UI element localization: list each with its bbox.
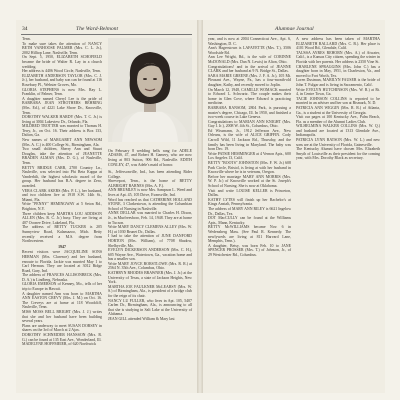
journal-paragraph: A daughter named Ann was born to MARTHA ANN EASTON CREVY (Mrs. J. M.) on Oct. 16. The Creveys are at home at 118 Woodcliff, Nashville, Tenn. — [22, 291, 102, 310]
journal-paragraph: A new address has been taken of MARTHA ELIZABETH BALLARD (Mrs. C. B.). Her place is 4101 Wood Rd., Glendale, Calif. — [296, 37, 380, 51]
journal-paragraph: Write "PENNY" HEMINGWAY at 5 Seton Rd., Brighton, N.Y. — [22, 202, 102, 211]
journal-paragraph: JEAN GILL attended William & Mary last — [108, 317, 175, 321]
journal-paragraph: TAUSSA AYRES REHORN (Mrs. A.) of Atwater, Calif., is a Kansas City citizen, spending the winter in Florida with her parents. Her address is 2350 Vine St. — [296, 50, 380, 64]
left-column-a-paragraphs — [22, 37, 102, 244]
journal-paragraph: Tenn. — [22, 37, 31, 41]
journal-paragraph: ANN BRUMLEY is now Mrs. Sampson L. Weed and lives at Apt. 45, 105 Drive, Evansville, Ind. — [108, 188, 192, 197]
right-column-a — [208, 37, 291, 387]
journal-paragraph: Ann's Hagerstown is LAFAYETTE (Mrs. T.), 3506 Woodside Rd. — [208, 46, 291, 55]
journal-paragraph: A daughter named Cheryl Lee is the pride of BARBARA JEAN STROTHERS BEHRING (Mrs. Ed.), of 4221 Lake Shore Dr., Knoxville, Tenn. — [22, 96, 102, 115]
journal-paragraph: The address of BETTY TUCKER is 205 Sunnyview Road, Kalamazoo, Mich. Betty recently received a M.S. degree from Northwestern. — [22, 225, 102, 244]
journal-paragraph: year, and is now at 2004 Connecticut Ave., Apt. 6, Washington, D. C. — [208, 37, 291, 46]
journal-paragraph: DOROTHY SCHNEIDER HANSSON (Mrs. R. G.) can be found at 135 East Ave., Wonderland, Ill. — [22, 333, 102, 342]
journal-paragraph: On Sept. 5, 1950, ELIZABETH SCHOFIELD became the bride of Walter R. Lay in a church wedding. — [22, 55, 102, 69]
journal-paragraph: Write EVELYN HUTCHINSON (Mrs. W. R.) at Rt. 4, in Centre Town, Ga. — [296, 87, 380, 97]
journal-paragraph: Before her marriage MARY ANN MORRIS (Mrs. W. P. Jr.) of Knoxville worked at the St. Joseph's School of Nursing. She is now at Oklahoma. — [208, 174, 291, 188]
portrait-image — [108, 38, 192, 142]
journal-paragraph: I had to take the attention of JUNE DANFORD HORTON (Mrs. William), of 7708 Shadow, Shelbyville, Mo. — [108, 234, 192, 248]
header-rule — [208, 34, 380, 35]
journal-paragraph: Congratulations to MARIAN ANN KNIGHT (Mrs. Guy I. Jr.), 2008 W. 4th St., Columbus, Ohio. — [208, 119, 291, 129]
journal-paragraph: ELIZABETH ANDERSON TAYLOR (Mrs. C. J. Jr.), her husband, and baby son can be found at 116 Rosebury Pl., Webster Groves, Mo. — [22, 73, 102, 87]
journal-paragraph: Three children keep MARTHA LOU ADDISON ALLEN (Mrs. R. C. Jr.) busy. They are living at 407 Oconee Drive, Lakeland, Fla. — [22, 211, 102, 225]
page-number: 34 — [22, 26, 28, 32]
journal-paragraph: WILHELMINA WALKER COLLINS (Mrs. W. Q.) and husband are located at 1313 Glendale Ave., Indianapolis. — [296, 124, 380, 138]
journal-paragraph: EVELYN DICKERSON ANDERSON (Mrs. C. H.), 605 Wayne Ave., Watertown, Ga., vacation home and has a smaller son. — [108, 248, 192, 262]
journal-paragraph: Write MARY JOYCE BORSTLOWE (Mrs. R. R.) at 2564 N. 35th Ave., Columbus, Ohio. — [108, 261, 192, 271]
page-header-right: Alumnae Journal — [275, 26, 314, 32]
journal-paragraph: MILDRED TROTTER was married to Thomas H. Terry, Jr., on Oct. 16. Their address is Box 133, Dalton, Ga. — [22, 124, 102, 138]
journal-paragraph: Ed Wissmann, Jr., 1912 Jefferson Ave., New Orleans, is the wife of ALICE GRIFFIN. Cody Carroll Wild, 11 Jackson Rd., Thursday, and the family has been living in Maryland. The baby was born Dec. 19. — [208, 128, 291, 152]
journal-paragraph: On March 12, 1948, CAMILLE WOMACK married to Edward L. Schwartz. The couple makes their home in Glen Cove, where Edward is practicing medicine. — [208, 87, 291, 106]
journal-paragraph: Her address is 4406 Wood Circle, Nashville, Tenn. — [22, 69, 101, 74]
journal-paragraph: PATRICIA ANN WIGGIN (Mrs. R. R.) of Atlanta, Ga., is a student at the University of Georgia. — [296, 105, 380, 115]
journal-paragraph: DOT MacCULLY can be found at the Williams Apts., Mann, Kentucky. — [208, 216, 291, 225]
journal-paragraph: VERA CLARK AKERS (Mrs. P. L.), her husband, and two children live at 1918 S.W. 14th St., Miami, Fla. — [22, 188, 102, 202]
journal-paragraph: The address of FRANCES ALLISONBECK (Mrs. D. A.) is Lindberg, Nebraska. — [22, 273, 102, 282]
journal-paragraph: Recent visitors were JACQUELINE SONS HERMAN (Mrs. Clarence) and her husband, enroute to Florida. Jackie was married May 1 to Carl Herman. They are located at 3012 Ridge Road, Gary, Ind. — [22, 250, 102, 273]
left-column-a-paragraphs-after — [22, 250, 102, 346]
journal-paragraph: New names of MARGARET ANN NEWSOM (Mrs. A. C.) is 400 College St., Birmingham, Ala. — [22, 138, 102, 147]
journal-paragraph: MARTHA JOE FAULKNER McLEARSY (Mrs. W. S.) of Birmingham, Ala., is president of a bridge club for the reign of its chair. — [108, 284, 192, 299]
left-column-b-paragraphs — [108, 170, 192, 322]
journal-paragraph: PATRICIA LYNN BATSON (Mrs. W. L.) and new sons are at the University of Florida, Gainesville. — [296, 138, 380, 147]
journal-paragraph: St., Jeffersonville, Ind., has been attending Rider College. — [108, 170, 192, 179]
portrait-photo — [108, 38, 192, 142]
journal-paragraph: Write PATSIE HEMMINGER at 4 Vernon Apts., 600 Los Angeles 13, Calif. — [208, 151, 291, 161]
journal-paragraph: KATHRYN RHODES BRAWNER (Mrs. J. Jr.) at the University of Texas, a state of Jackson Heights, New York. — [108, 271, 192, 285]
right-column-b — [296, 37, 380, 387]
class-year-heading: 1947 — [58, 244, 66, 249]
journal-paragraph: BETTY BRIDGE CARR, 2700 Country Ln., Nashville, was selected into Phi Beta Kappa at Vanderbilt, the highest scholastic award of the group. Her husband has B.A. degree in Zero, awarded. — [22, 165, 102, 188]
journal-paragraph: Word has reached us that CATHERINE HOLLAND STONE, 3 Clarkestown, is attending the Columbian School of Nursing in Nashville. — [108, 197, 192, 211]
journal-paragraph: ANNE DELLAR was married to Charles H. Dixon, Jr., in Murfreesboro, Feb. 14, 1948. They are at home in Tucson. — [108, 211, 192, 225]
page-header-left: The Ward-Belmont — [76, 26, 119, 32]
journal-paragraph: NANCY LU FULLER, who lives in Apt. 105, 5407 Carlen Dr., Birmingham, Ala., is announcing to all that she is studying in Salt Lake at the University of Alabama. — [108, 298, 192, 317]
journal-paragraph: Visit our pages at 100 Kentucky Ave., Palm Beach, Fla. as a member of the Alumni Ladies Club. — [296, 115, 380, 124]
header-rule — [21, 34, 192, 35]
journal-paragraph: Loren Dustman, MARILYN FAUSER is the bride of John T. Fulgar and is living in Sacramento, Calif. — [296, 78, 380, 87]
right-column-a-paragraphs — [208, 37, 291, 258]
journal-paragraph: CHARLENE SPRAGGINS (Mrs. John C.) has a daughter born in May, 1951, in Charleston, Va., and moved to Fort Worth, Tex. — [296, 64, 380, 78]
left-page — [16, 20, 197, 393]
journal-paragraph: A daughter, Betsy, was born Feb. 10 to JANE SPENCER PROSSER (Mrs. T.) of Johnson, Jr., of 29 Westchester Rd., Columbus. — [208, 243, 291, 257]
journal-paragraph: Write MARY DANCY CLEMENS ALLEY (Mrs. W. H.) at 1030 Brunet Dr., Dallas. — [108, 225, 192, 234]
journal-paragraph: The Kentucky Alumni have chosen Mrs. Elizabeth Smyth of Louisville as their president for the coming year, with Mrs. Dorothy Black as secretary. — [296, 147, 380, 161]
journal-paragraph: DOROTHY WALKER HARDY (Mrs. T. C. Jr.) is living at 3004 Lakeview Dr., Orlando, Fla. — [22, 115, 102, 124]
journal-paragraph: Ann Lee Wright, Rd., is the wife of CORINNE McDONALD (Mrs. Dan N. Lewis) in Alton, Ohio. — [208, 55, 291, 64]
right-page — [203, 20, 385, 393]
left-column-a — [22, 37, 102, 387]
journal-paragraph: Two small children, Sherry Ann and Stuart Douglas, take the attention of JEANETTE BRADEN ALMAN (Mrs. D. G.), of Nashville, Tenn. — [22, 147, 102, 166]
journal-paragraph: Shreveport, Tenn., is the home of BETTY ALBRIGHT BARNES (Mrs. A. F.). — [108, 179, 192, 188]
journal-paragraph: Congratulations! and in the arrival of JEANNE CLARK and her husband at 9 N. Bridge St., Dallas. — [208, 64, 291, 74]
journal-paragraph: GLORIA STEPHENS is now Mrs. Ray L. Franklin, of Palmer, Tenn. — [22, 87, 102, 97]
journal-paragraph: The address of MARY ANN RILEY is 6621 Ingelow Dr., Dallas, Tex. — [208, 206, 291, 216]
journal-spread — [16, 20, 385, 393]
journal-paragraph: Visit and write LOUISE KELLER is Princeton, Dallas. — [208, 188, 291, 198]
journal-paragraph: BETTY McWILLIAMS became Nov. 6 in Wedensberg Mass. (See Paul R. Kennedy. The newlyweds are living at 811 Harvard Lane, Memphis, Tenn.). — [208, 225, 291, 244]
photo-caption: On February 8 wedding bells rang for ADELE ADAMS, 47, and Robert H. Gamery, who are now living at 803 Sutton, 906 Rd., Nashville. EDITH CONLEY, 47, was Adele's maid of honor. — [108, 148, 192, 167]
left-column-b — [108, 170, 192, 387]
journal-paragraph: BETTY "BOOTS" JOHNSTON (Mrs. F. W. Jr.) 608 Park Circle, Bristol, is living at with her husband in Knoxville where he is in veterans, Oregon. — [208, 161, 291, 175]
right-column-b-paragraphs — [296, 37, 380, 161]
journal-paragraph: MISS MOSS BELL BRIGHT (Mrs. J. J.) writes that she and her husband have been building several years. — [22, 310, 102, 324]
journal-paragraph: SARA MARIE GREENE (Mrs. J. F. A. Jr.), 105 Mt. Pleasant Ave., Wayne, Pa., has a four-month-old daughter, Kathy, and recently moved to Joplin. — [208, 73, 291, 87]
journal-paragraph: GLORIA EMERSON of Kenney, Mo., tells of her trip to Europe in Hawaii. — [22, 282, 102, 292]
journal-paragraph: MADELYNE HOFFMEIER, of 620 Northwick — [22, 342, 97, 347]
journal-paragraph: KATHY LYTES will finish up her Bachelor's at Kings Anstalt, Pennsylvania. — [208, 197, 291, 207]
journal-paragraph: TACIE JOHNSON COLLINS is reported to be married in an adviser and her son at Bismark, N. D. — [296, 96, 380, 106]
journal-paragraph: Plans are underway to meet SUSAN DORSEY in shares on the 3rd of March at 2 Ajax. — [22, 323, 102, 333]
journal-paragraph: To make sure takes the attention of NANCY BETH VANHOOSE PALMER (Mrs. C. L. Jr.), 2002 Hilltop Lane, Nashville, Tenn. — [22, 41, 102, 55]
journal-paragraph: BARBARA RANSOM, 2804 Park, is pursuing a master's degree, Chicago, Ill. In 1950, and finished a two-week course in Lake Geneva. — [208, 105, 291, 120]
